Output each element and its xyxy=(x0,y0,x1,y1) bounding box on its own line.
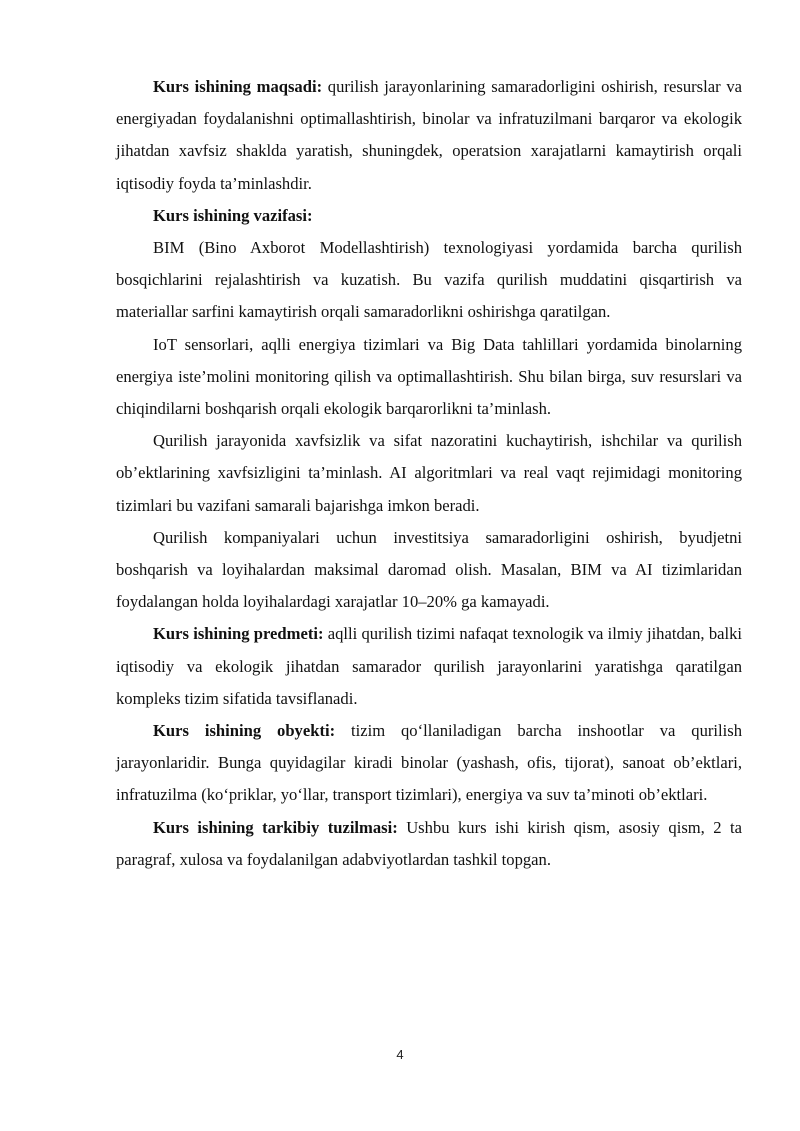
document-page xyxy=(116,71,742,876)
paragraph-text: Ushbu kurs ishi kirish qism, asosiy qism, 2 ta paragraf, xulosa va foydalanilgan adabviyotlardan tashkil topgan. xyxy=(116,817,742,869)
paragraph-label: Kurs ishining tarkibiy tuzilmasi: xyxy=(153,817,398,837)
paragraph-label: Kurs ishining obyekti: xyxy=(153,721,336,741)
paragraph-label: Kurs ishining predmeti: xyxy=(153,624,324,644)
paragraph-label: Kurs ishining maqsadi: xyxy=(153,77,323,96)
paragraph-vazifasi-heading xyxy=(116,200,742,232)
paragraph-text: BIM (Bino Axborot Modellashtirish) texnologiyasi yordamida barcha qurilish bosqichlarini rejalashtirish va kuzatish. Bu vazifa qurilish muddatini qisqartirish va materiallar sarfini kamaytirish orqali samaradorlikni oshirishga qaratilgan. xyxy=(116,238,742,322)
paragraph-text: Qurilish jarayonida xavfsizlik va sifat nazoratini kuchaytirish, ishchilar va qurilish ob’ektlarining xavfsizligini ta’minlash. AI algoritmlari va real vaqt rejimidagi monitoring tizimlari bu vazifani samarali bajarishga imkon beradi. xyxy=(116,431,742,515)
paragraph-text: qurilish jarayonlarining samaradorligini oshirish, resurslar va energiyadan foydalanishni optimallashtirish, binolar va infratuzilmani barqaror va ekologik jihatdan xavfsiz shaklda yaratish, shuningdek, operatsion xarajatlarni kamaytirish orqali iqtisodiy foyda ta’minlashdir. xyxy=(116,77,742,193)
paragraph-predmeti xyxy=(116,618,742,715)
paragraph-obyekti xyxy=(116,715,742,812)
paragraph-tuzilmasi xyxy=(116,812,742,876)
paragraph-vazifa-bim xyxy=(116,232,742,329)
paragraph-text: aqlli qurilish tizimi nafaqat texnologik va ilmiy jihatdan, balki iqtisodiy va ekologik jihatdan samarador qurilish jarayonlarini yaratishga qaratilgan kompleks tizim sifatida tavsiflanadi. xyxy=(116,624,742,708)
paragraph-maqsadi xyxy=(116,71,742,200)
paragraph-text: IoT sensorlari, aqlli energiya tizimlari va Big Data tahlillari yordamida binolarning energiya iste’molini monitoring qilish va optimallashtirish. Shu bilan birga, suv resurslari va chiqindilarni boshqarish orqali ekologik barqarorlikni ta’minlash. xyxy=(116,334,742,419)
paragraph-text: tizim qo‘llaniladigan barcha inshootlar va qurilish jarayonlaridir. Bunga quyidagilar kiradi binolar (yashash, ofis, tijorat), sanoat ob’ektlari, infratuzilma (ko‘priklar, yo‘llar, transport tizimlari), energiya va suv ta’minoti ob’ektlari. xyxy=(116,721,742,805)
page-number: 4 xyxy=(396,1047,404,1062)
paragraph-vazifa-iot xyxy=(116,329,742,426)
paragraph-vazifa-investitsiya xyxy=(116,522,742,619)
paragraph-label: Kurs ishining vazifasi: xyxy=(153,205,313,225)
paragraph-vazifa-xavfsizlik xyxy=(116,425,742,522)
paragraph-text: Qurilish kompaniyalari uchun investitsiya samaradorligini oshirish, byudjetni boshqarish va loyihalardan maksimal daromad olish. Masalan, BIM va AI tizimlaridan foydalangan holda loyihalardagi xarajatlar 10–20% ga kamayadi. xyxy=(116,527,742,612)
